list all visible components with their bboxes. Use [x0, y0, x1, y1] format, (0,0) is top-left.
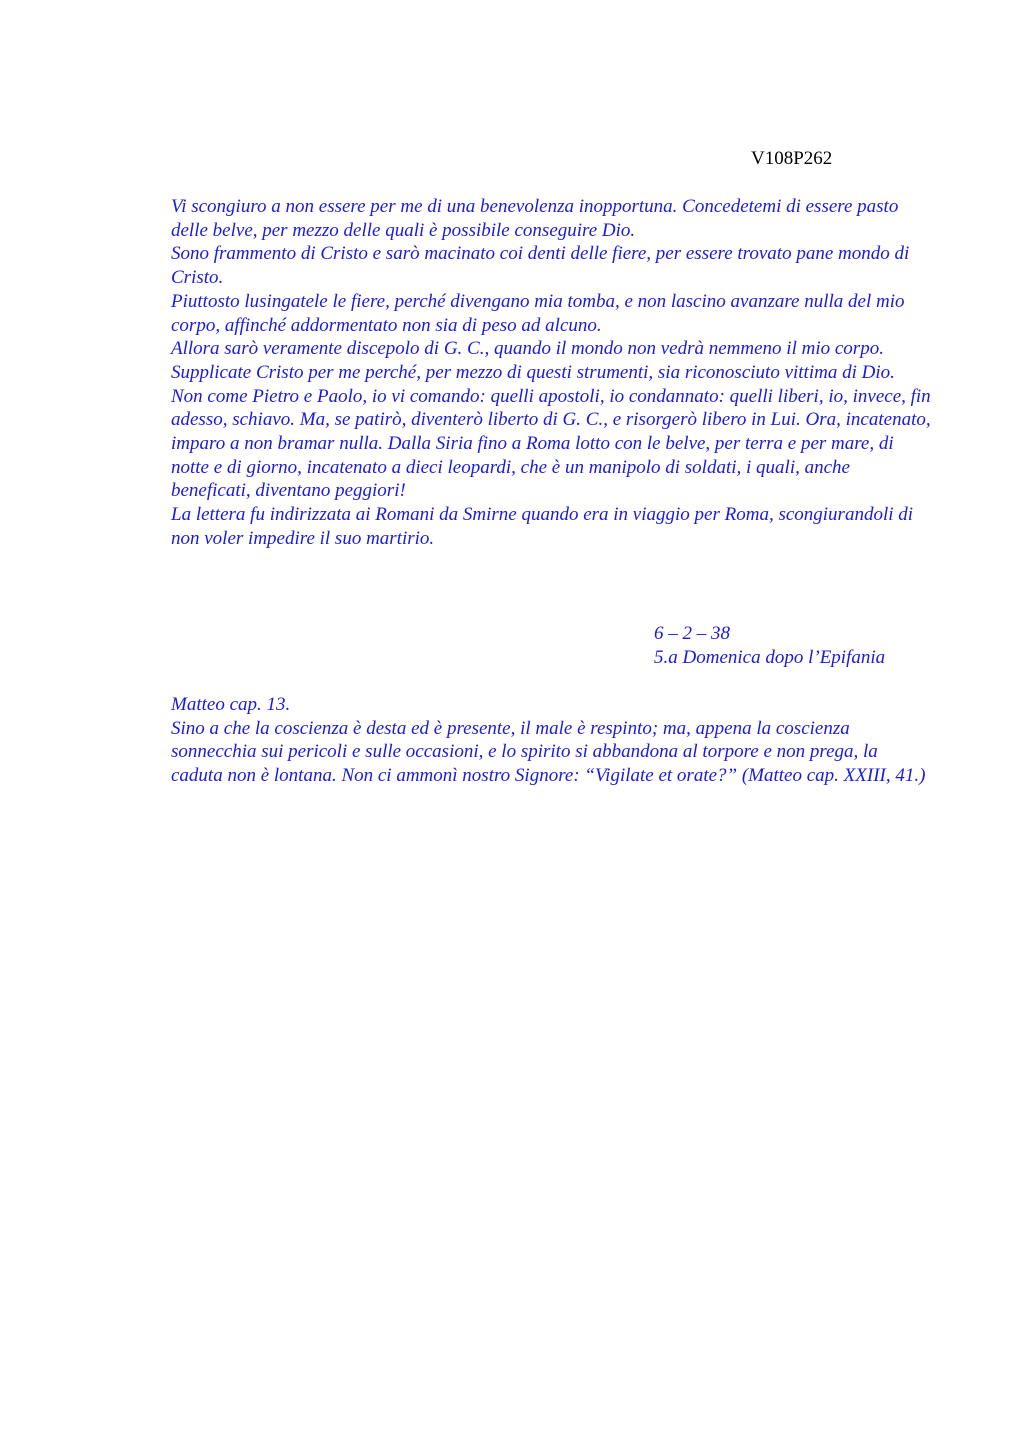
letter-section — [171, 195, 931, 551]
page-identifier: V108P262 — [751, 148, 833, 169]
letter-paragraph: La lettera fu indirizzata ai Romani da Smirne quando era in viaggio per Roma, scongiurandoli di non voler impedire il suo martirio. — [171, 504, 914, 549]
letter-paragraph: Allora sarò veramente discepolo di G. C., quando il mondo non vedrà nemmeno il mio corpo. — [171, 338, 884, 360]
letter-paragraph: Piuttosto lusingatele le fiere, perché divengano mia tomba, e non lascino avanzare nulla del mio corpo, affinché addormentato non sia di peso ad alcuno. — [171, 290, 905, 336]
matteo-section — [171, 693, 931, 788]
date-section — [654, 622, 954, 669]
matteo-heading: Matteo cap. 13. — [171, 694, 291, 715]
entry-date: 6 – 2 – 38 — [654, 623, 730, 644]
letter-paragraph: Sono frammento di Cristo e sarò macinato coi denti delle fiere, per essere trovato pane mondo di Cristo. — [171, 243, 910, 289]
liturgical-occasion: 5.a Domenica dopo l’Epifania — [654, 646, 886, 668]
letter-paragraph: Supplicate Cristo per me perché, per mezzo di questi strumenti, sia riconosciuto vittima di Dio. Non come Pietro e Paolo, io vi comando: quelli apostoli, io condannato: quelli liberi, io, invece, fin adesso, schiavo. Ma, se patirò, diventerò liberto di G. C., e risorgerò libero in Lui. Ora, incatenato, imparo a non bramar nulla. Dalla Siria fino a Roma lotto con le belve, per terra e per mare, di notte e di giorno, incatenato a dieci leopardi, che è un manipolo di soldati, i quali, anche beneficati, diventano peggiori! — [171, 361, 931, 502]
matteo-text: Sino a che la coscienza è desta ed è presente, il male è respinto; ma, appena la coscienza sonnecchia sui pericoli e sulle occasioni, e lo spirito si abbandona al torpore e non prega, la caduta non è lontana. Non ci ammonì nostro Signore: “Vigilate et orate?” (Matteo cap. XXIII, 41.) — [171, 717, 926, 787]
letter-paragraph: Vi scongiuro a non essere per me di una benevolenza inopportuna. Concedetemi di essere pasto delle belve, per mezzo delle quali è possibile conseguire Dio. — [171, 196, 899, 241]
